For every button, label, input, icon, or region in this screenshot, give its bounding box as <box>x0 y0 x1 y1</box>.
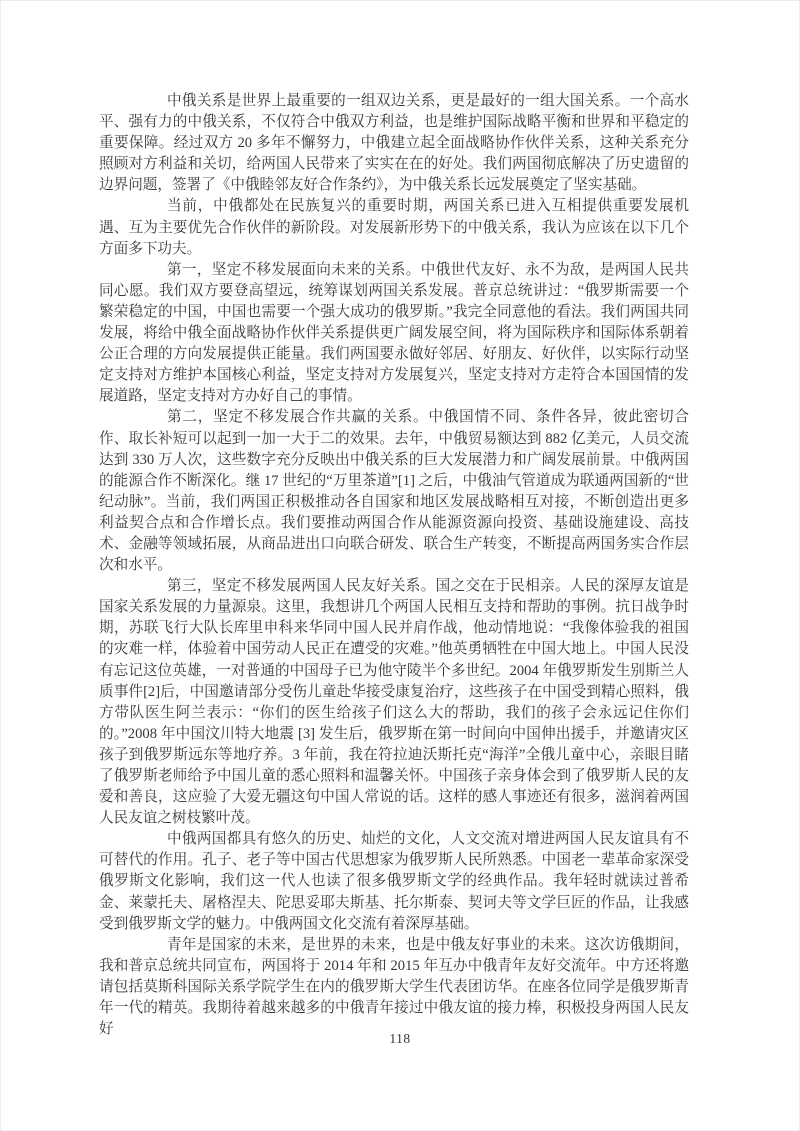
paragraph-current-stage: 当前，中俄都处在民族复兴的重要时期，两国关系已进入互相提供重要发展机遇、互为主要优先合作伙伴的新阶段。对发展新形势下的中俄关系，我认为应该在以下几个方面多下功夫。 <box>99 198 689 257</box>
paragraph-culture: 中俄两国都具有悠久的历史、灿烂的文化，人文交流对增进两国人民友谊具有不可替代的作用。孔子、老子等中国古代思想家为俄罗斯人民所熟悉。中国老一辈革命家深受俄罗斯文化影响，我们这一代人也读了很多俄罗斯文学的经典作品。我年轻时就读过普希金、莱蒙托夫、屠格涅夫、陀思妥耶夫斯基、托尔斯泰、契诃夫等文学巨匠的作品，让我感受到俄罗斯文学的魅力。中俄两国文化交流有着深厚基础。 <box>99 831 689 932</box>
paragraph-youth: 青年是国家的未来，是世界的未来，也是中俄友好事业的未来。这次访俄期间，我和普京总统共同宣布，两国将于 2014 年和 2015 年互办中俄青年友好交流年。中方还将邀请包括莫斯科国际关系学院学生在内的俄罗斯大学生代表团访华。在座各位同学是俄罗斯青年一代的精英。我期待着越来越多的中俄青年接过中俄友谊的接力棒，积极投身两国人民友好 <box>99 936 689 1038</box>
paragraph-point-three: 第三，坚定不移发展两国人民友好关系。国之交在于民相亲。人民的深厚友谊是国家关系发展的力量源泉。这里，我想讲几个两国人民相互支持和帮助的事例。抗日战争时期，苏联飞行大队长库里申科来华同中国人民并肩作战，他动情地说：“我像体验我的祖国的灾难一样，体验着中国劳动人民正在遭受的灾难。”他英勇牺牲在中国大地上。中国人民没有忘记这位英雄，一对普通的中国母子已为他守陵半个多世纪。2004 年俄罗斯发生别斯兰人质事件[2]后，中国邀请部分受伤儿童赴华接受康复治疗，这些孩子在中国受到精心照料，俄方带队医生阿兰表示：“你们的医生给孩子们这么大的帮助，我们的孩子会永远记住你们的。”2008 年中国汶川特大地震 [3] 发生后，俄罗斯在第一时间向中国伸出援手，并邀请灾区孩子到俄罗斯远东等地疗养。3 年前，我在符拉迪沃斯托克“海洋”全俄儿童中心，亲眼目睹了俄罗斯老师给予中国儿童的悉心照料和温馨关怀。中国孩子亲身体会到了俄罗斯人民的友爱和善良，这应验了大爱无疆这句中国人常说的话。这样的感人事迹还有很多，滋润着两国人民友谊之树枝繁叶茂。 <box>99 578 689 827</box>
paragraph-point-one: 第一，坚定不移发展面向未来的关系。中俄世代友好、永不为敌，是两国人民共同心愿。我们双方要登高望远，统筹谋划两国关系发展。普京总统讲过：“俄罗斯需要一个繁荣稳定的中国，中国也需要一个强大成功的俄罗斯。”我完全同意他的看法。我们两国共同发展，将给中俄全面战略协作伙伴关系提供更广阔发展空间，将为国际秩序和国际体系朝着公正合理的方向发展提供正能量。我们两国要永做好邻居、好朋友、好伙伴，以实际行动坚定支持对方维护本国核心利益，坚定支持对方发展复兴，坚定支持对方走符合本国国情的发展道路，坚定支持对方办好自己的事情。 <box>99 261 689 405</box>
page-number: 118 <box>389 1031 411 1046</box>
document-body <box>99 91 689 1040</box>
paragraph-point-two: 第二，坚定不移发展合作共赢的关系。中俄国情不同、条件各异，彼此密切合作、取长补短可以起到一加一大于二的效果。去年，中俄贸易额达到 882 亿美元，人员交流达到 330 万人次，这些数字充分反映出中俄关系的巨大发展潜力和广阔发展前景。中俄两国的能源合作不断深化。继 17 世纪的“万里茶道”[1] 之后，中俄油气管道成为联通两国新的“世纪动脉”。当前，我们两国正积极推动各自国家和地区发展战略相互对接，不断创造出更多利益契合点和合作增长点。我们要推动两国合作从能源资源向投资、基础设施建设、高技术、金融等领域拓展，从商品进出口向联合研发、联合生产转变，不断提高两国务实合作层次和水平。 <box>99 409 689 574</box>
paragraph-intro: 中俄关系是世界上最重要的一组双边关系，更是最好的一组大国关系。一个高水平、强有力的中俄关系，不仅符合中俄双方利益，也是维护国际战略平衡和世界和平稳定的重要保障。经过双方 20 多年不懈努力，中俄建立起全面战略协作伙伴关系，这种关系充分照顾对方利益和关切，给两国人民带来了实实在在的好处。我们两国彻底解决了历史遗留的边界问题，签署了《中俄睦邻友好合作条约》，为中俄关系长远发展奠定了坚实基础。 <box>99 93 689 194</box>
